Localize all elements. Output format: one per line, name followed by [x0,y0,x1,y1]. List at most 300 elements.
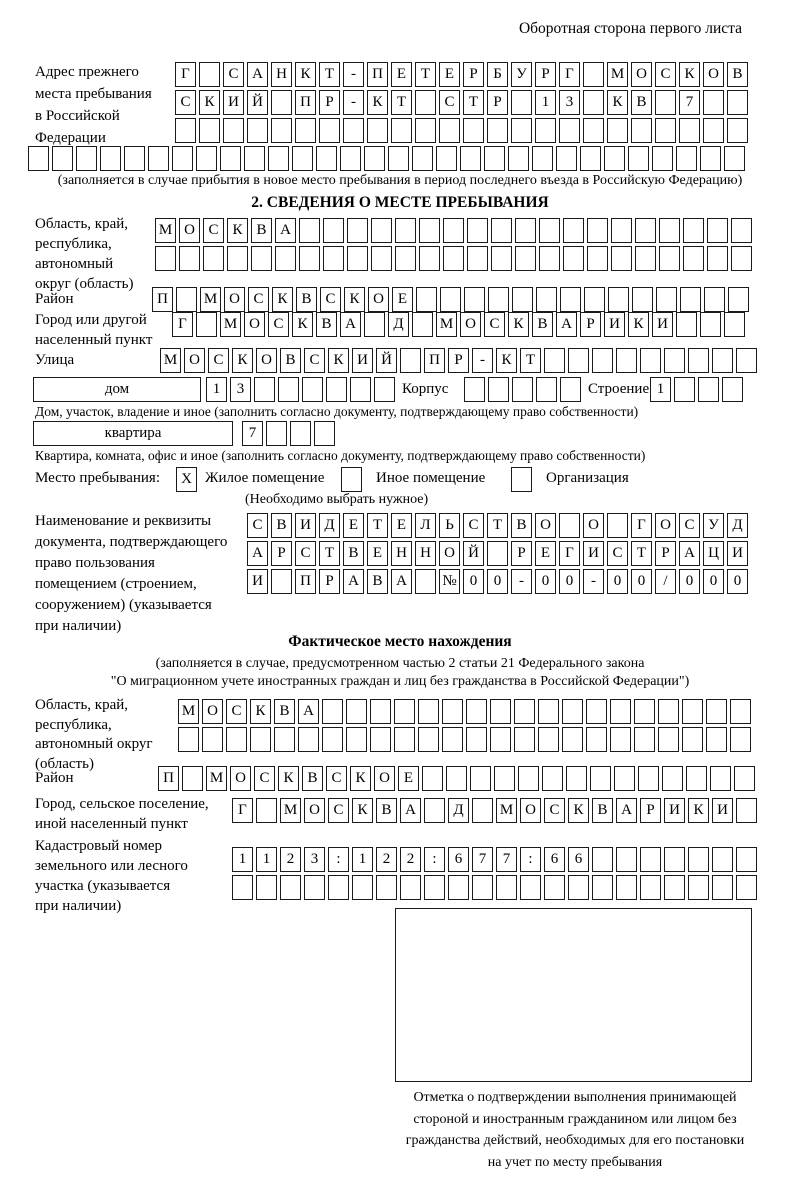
char-cell [707,218,728,243]
char-cell: И [583,541,604,566]
char-cell: С [463,513,484,538]
char-cell [347,218,368,243]
char-cell [488,377,509,402]
char-cell: И [664,798,685,823]
char-cell [199,62,220,87]
cadastral-label-line: земельного или лесного [35,858,188,874]
char-cell [592,847,613,872]
char-cell [587,218,608,243]
char-cell: 6 [544,847,565,872]
char-cell [374,377,395,402]
char-cell: 0 [727,569,748,594]
char-cell: В [367,569,388,594]
char-cell [322,699,343,724]
char-cell [706,699,727,724]
char-cell [563,246,584,271]
char-cell: Г [559,541,580,566]
char-cell: С [439,90,460,115]
apartment-label-box: квартира [33,421,233,446]
char-cell [292,146,313,171]
char-cell [607,513,628,538]
char-cell: 0 [535,569,556,594]
char-cell [326,377,347,402]
char-cell [439,118,460,143]
char-cell: М [280,798,301,823]
char-cell: Н [271,62,292,87]
char-cell [268,146,289,171]
char-cell [415,90,436,115]
char-cell: М [436,312,457,337]
char-cell [316,146,337,171]
char-cell: К [688,798,709,823]
char-cell: С [295,541,316,566]
char-cell [412,146,433,171]
document-row-1 [247,513,748,538]
char-cell: С [328,798,349,823]
char-cell: А [247,62,268,87]
char-cell [724,146,745,171]
char-cell: К [568,798,589,823]
char-cell: М [178,699,199,724]
char-cell: О [703,62,724,87]
char-cell [196,312,217,337]
char-cell [275,246,296,271]
char-cell: В [280,348,301,373]
char-cell [448,875,469,900]
char-cell: 6 [568,847,589,872]
stamp-caption-line: Отметка о подтверждении выполнения принимающей [413,1090,737,1105]
prev-address-label-line: места пребывания [35,86,152,102]
char-cell [488,287,509,312]
char-cell: Д [727,513,748,538]
prev-address-row-1 [175,62,748,87]
char-cell [682,699,703,724]
char-cell: О [368,287,389,312]
char-cell [556,146,577,171]
char-cell [631,118,652,143]
char-cell [659,218,680,243]
char-cell [443,246,464,271]
actual-caption-2: "О миграционном учете иностранных граждан и лиц без гражданства в Российской Федерации") [110,674,690,689]
region-label [35,214,133,294]
stay-type-note: (Необходимо выбрать нужное) [245,492,429,507]
char-cell: 1 [650,377,671,402]
char-cell [539,246,560,271]
char-cell: О [184,348,205,373]
char-cell [416,287,437,312]
char-cell: А [343,569,364,594]
char-cell [424,798,445,823]
char-cell [254,377,275,402]
char-cell: 0 [703,569,724,594]
char-cell [463,118,484,143]
char-cell [658,727,679,752]
char-cell [148,146,169,171]
char-cell: К [679,62,700,87]
char-cell: У [511,62,532,87]
char-cell: О [256,348,277,373]
char-cell: С [268,312,289,337]
char-cell: А [400,798,421,823]
char-cell: / [655,569,676,594]
char-cell: 7 [679,90,700,115]
char-cell [664,847,685,872]
char-cell: Р [655,541,676,566]
char-cell: 3 [304,847,325,872]
char-cell: С [326,766,347,791]
char-cell [700,146,721,171]
char-cell [736,348,757,373]
char-cell [640,875,661,900]
char-cell [440,287,461,312]
char-cell [544,348,565,373]
char-cell: О [655,513,676,538]
char-cell: В [532,312,553,337]
char-cell: 2 [400,847,421,872]
char-cell [256,875,277,900]
char-cell [352,875,373,900]
char-cell: А [616,798,637,823]
char-cell: Ь [439,513,460,538]
char-cell [560,287,581,312]
char-cell [511,118,532,143]
char-cell [539,218,560,243]
char-cell [466,699,487,724]
char-cell [124,146,145,171]
char-cell: В [251,218,272,243]
char-cell [415,118,436,143]
char-cell [196,146,217,171]
char-cell [346,727,367,752]
char-cell [614,766,635,791]
char-cell: М [496,798,517,823]
char-cell [658,699,679,724]
char-cell [494,766,515,791]
actual-region-label [35,696,153,774]
actual-caption-1: (заполняется в случае, предусмотренном частью 2 статьи 21 Федерального закона [155,656,645,671]
char-cell [724,312,745,337]
char-cell: К [292,312,313,337]
char-cell: Т [463,90,484,115]
char-cell: В [302,766,323,791]
char-cell [244,146,265,171]
char-cell: Ц [703,541,724,566]
char-cell [227,246,248,271]
char-cell: И [652,312,673,337]
char-cell: Р [448,348,469,373]
char-cell [419,218,440,243]
char-cell [100,146,121,171]
char-cell [563,218,584,243]
char-cell [568,348,589,373]
char-cell [734,766,755,791]
char-cell [628,146,649,171]
char-cell [175,118,196,143]
char-cell [562,727,583,752]
dwelling-label: Жилое помещение [205,470,325,486]
stamp-caption-line: гражданства действий, необходимых для его постановки [405,1133,745,1148]
char-cell [686,766,707,791]
char-cell [727,118,748,143]
char-cell: Г [175,62,196,87]
char-cell: Т [487,513,508,538]
char-cell [586,727,607,752]
char-cell: С [304,348,325,373]
char-cell: И [727,541,748,566]
char-cell: Т [520,348,541,373]
char-cell [298,727,319,752]
char-cell [560,377,581,402]
char-cell [220,146,241,171]
char-cell [323,246,344,271]
char-cell [472,875,493,900]
char-cell [271,569,292,594]
char-cell: О [202,699,223,724]
char-cell: Т [631,541,652,566]
char-cell [587,246,608,271]
char-cell: С [226,699,247,724]
char-cell [203,246,224,271]
char-cell [323,218,344,243]
char-cell [491,246,512,271]
char-cell: - [472,348,493,373]
char-cell [256,798,277,823]
district-label: Район [35,291,74,307]
char-cell: С [679,513,700,538]
char-cell: : [424,847,445,872]
char-cell [322,727,343,752]
char-cell: О [304,798,325,823]
district-row [152,287,749,312]
char-cell: 0 [679,569,700,594]
char-cell: 7 [472,847,493,872]
char-cell [412,312,433,337]
char-cell [640,847,661,872]
char-cell: П [152,287,173,312]
char-cell [515,218,536,243]
stamp-caption-line: стороной и иностранным гражданином или лицом без [413,1111,737,1127]
char-cell [731,218,752,243]
char-cell [722,377,743,402]
prev-address-label-line: Федерации [35,130,106,146]
char-cell [536,287,557,312]
char-cell [467,246,488,271]
other-premises-checkbox [341,467,362,492]
document-label-line: сооружением) (указывается [35,597,212,613]
char-cell: О [535,513,556,538]
char-cell [511,90,532,115]
char-cell: И [223,90,244,115]
char-cell: К [272,287,293,312]
char-cell [655,118,676,143]
stamp-box [395,908,752,1082]
char-cell [487,541,508,566]
char-cell: К [232,348,253,373]
char-cell [319,118,340,143]
char-cell: У [703,513,724,538]
char-cell: П [367,62,388,87]
char-cell: Р [271,541,292,566]
char-cell [472,798,493,823]
char-cell: С [208,348,229,373]
char-cell [367,118,388,143]
char-cell [656,287,677,312]
char-cell: Г [559,62,580,87]
char-cell: С [175,90,196,115]
document-label [35,511,227,637]
char-cell: И [352,348,373,373]
char-cell: А [556,312,577,337]
char-cell: Г [631,513,652,538]
char-cell [496,875,517,900]
char-cell: А [340,312,361,337]
char-cell [52,146,73,171]
char-cell: К [295,62,316,87]
actual-region-label-line: автономный округ [35,736,153,752]
char-cell: 0 [631,569,652,594]
char-cell: В [631,90,652,115]
char-cell [299,246,320,271]
other-premises-label: Иное помещение [376,470,486,486]
char-cell: В [343,541,364,566]
char-cell: М [206,766,227,791]
char-cell [712,875,733,900]
char-cell [542,766,563,791]
char-cell [178,727,199,752]
char-cell: С [203,218,224,243]
char-cell [419,246,440,271]
char-cell [736,798,757,823]
char-cell: С [607,541,628,566]
char-cell [394,727,415,752]
char-cell: К [250,699,271,724]
char-cell [535,118,556,143]
char-cell: : [328,847,349,872]
char-cell [464,287,485,312]
char-cell: К [607,90,628,115]
char-cell [731,246,752,271]
char-cell [223,118,244,143]
char-cell [700,312,721,337]
char-cell [508,146,529,171]
prev-address-label [35,61,152,149]
char-cell: В [376,798,397,823]
char-cell: Р [319,569,340,594]
char-cell [610,699,631,724]
char-cell [340,146,361,171]
document-row-2 [247,541,748,566]
actual-city-label-line: Город, сельское поселение, [35,796,209,812]
region-label-line: республика, [35,236,112,252]
char-cell [632,287,653,312]
char-cell [532,146,553,171]
char-cell [76,146,97,171]
char-cell: О [439,541,460,566]
char-cell [635,246,656,271]
char-cell [512,377,533,402]
char-cell [290,421,311,446]
char-cell [664,875,685,900]
char-cell [676,312,697,337]
char-cell [662,766,683,791]
actual-district-row [158,766,755,791]
char-cell [590,766,611,791]
stroenie-row [650,377,743,402]
char-cell: Е [391,513,412,538]
region-label-line: округ (область) [35,276,134,292]
char-cell [538,727,559,752]
char-cell [484,146,505,171]
char-cell: О [230,766,251,791]
char-cell [28,146,49,171]
char-cell [266,421,287,446]
char-cell: В [271,513,292,538]
char-cell [640,348,661,373]
city-label-line: населенный пункт [35,332,153,348]
actual-title: Фактическое место нахождения [288,633,512,650]
char-cell [346,699,367,724]
char-cell [592,348,613,373]
char-cell: Р [487,90,508,115]
cadastral-label-line: при наличии) [35,898,122,914]
char-cell [314,421,335,446]
char-cell: П [424,348,445,373]
prev-address-label-line: в Российской [35,108,120,124]
char-cell: Т [391,90,412,115]
char-cell [179,246,200,271]
char-cell [436,146,457,171]
char-cell: Т [367,513,388,538]
char-cell [515,246,536,271]
char-cell: Т [319,62,340,87]
char-cell [443,218,464,243]
char-cell: В [296,287,317,312]
char-cell: К [328,348,349,373]
char-cell [370,699,391,724]
char-cell [586,699,607,724]
char-cell [460,146,481,171]
char-cell: Е [343,513,364,538]
char-cell [592,875,613,900]
char-cell [343,118,364,143]
char-cell [659,246,680,271]
char-cell: С [484,312,505,337]
char-cell: В [511,513,532,538]
cadastral-label [35,836,188,916]
char-cell: 1 [352,847,373,872]
char-cell [464,377,485,402]
cadastral-row-2 [232,875,757,900]
actual-region-label-line: Область, край, [35,697,129,713]
char-cell [655,90,676,115]
char-cell [703,118,724,143]
char-cell [364,312,385,337]
char-cell [544,875,565,900]
char-cell [583,62,604,87]
char-cell: К [352,798,373,823]
char-cell [607,118,628,143]
char-cell: Е [392,287,413,312]
char-cell [728,287,749,312]
char-cell [518,766,539,791]
char-cell: Й [376,348,397,373]
char-cell [611,218,632,243]
char-cell [490,699,511,724]
char-cell [226,727,247,752]
char-cell [370,727,391,752]
char-cell: Д [448,798,469,823]
stamp-caption-line: на учет по месту пребывания [487,1154,663,1170]
